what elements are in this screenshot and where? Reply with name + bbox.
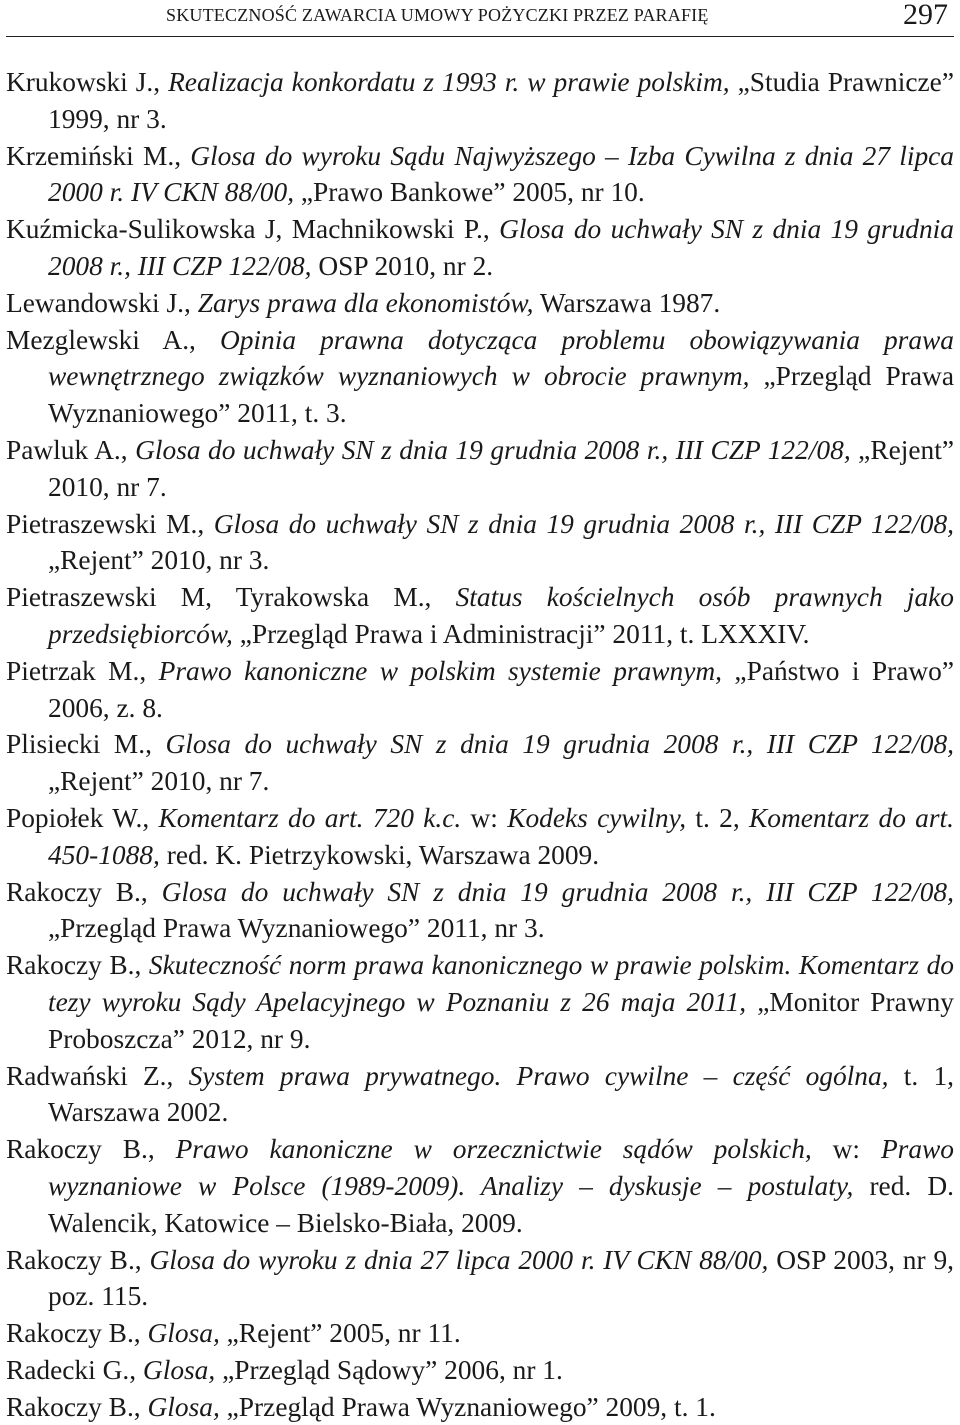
entry-text: t. 1, Warszawa 2002. (48, 1060, 954, 1128)
entry-text: Pietraszewski M, Tyrakowska M., (6, 582, 456, 613)
bibliography-entry (6, 579, 954, 653)
entry-title-italic: Glosa, (147, 1318, 220, 1349)
bibliography-entry (6, 726, 954, 800)
entry-text: Krukowski J., (6, 67, 169, 97)
entry-text: Plisiecki M., (6, 729, 166, 760)
entry-text: Pietraszewski M., (6, 508, 214, 539)
entry-text: „Monitor Prawny Proboszcza” 2012, nr 9. (48, 986, 954, 1054)
entry-title-italic: Prawo kanoniczne w orzecznictwie sądów polskich, (175, 1134, 812, 1165)
entry-text: „Rejent” 2010, nr 7. (48, 766, 270, 797)
entry-text: Krzemiński M., (6, 140, 191, 171)
entry-title-italic: Glosa do uchwały SN z dnia 19 grudnia 2008 r., III CZP 122/08, (48, 214, 954, 281)
entry-text: Lewandowski J., (6, 287, 198, 318)
entry-title-italic: Glosa do uchwały SN z dnia 19 grudnia 2008 r., III CZP 122/08, (135, 434, 851, 465)
entry-title-italic: Glosa do uchwały SN z dnia 19 grudnia 2008 r., III CZP 122/08, (213, 508, 954, 539)
bibliography-list (6, 64, 954, 1425)
bibliography-entry (6, 800, 954, 874)
entry-text: Rakoczy B., (6, 1318, 148, 1349)
bibliography-entry (6, 947, 954, 1057)
entry-text: „Studia Prawnicze” 1999, nr 3. (48, 67, 954, 134)
entry-text: „Przegląd Prawa i Administracji” 2011, t. LXXXIV. (232, 618, 810, 649)
entry-text: Rakoczy B., (6, 1134, 176, 1165)
bibliography-entry (6, 1242, 954, 1316)
entry-title-italic: Glosa do wyroku Sądu Najwyższego – Izba Cywilna z dnia 27 lipca 2000 r. IV CKN 88/00, (48, 140, 954, 208)
entry-text: OSP 2010, nr 2. (311, 250, 494, 281)
entry-text: „Przegląd Prawa Wyznaniowego” 2011, nr 3. (48, 913, 545, 944)
page-header (6, 0, 954, 37)
bibliography-entry (6, 1389, 954, 1425)
entry-title-italic: Status kościelnych osób prawnych jako przedsiębiorców, (48, 582, 954, 649)
entry-text: red. K. Pietrzykowski, Warszawa 2009. (159, 839, 600, 870)
entry-text: „Przegląd Prawa Wyznaniowego” 2011, t. 3. (48, 361, 955, 429)
entry-text: „Przegląd Sądowy” 2006, nr 1. (215, 1354, 563, 1385)
entry-title-italic: Prawo kanoniczne w polskim systemie prawnym, (158, 655, 723, 686)
entry-text: t. 2, (686, 802, 749, 833)
bibliography-entry (6, 285, 954, 322)
entry-text: OSP 2003, nr 9, poz. 115. (48, 1244, 954, 1312)
bibliography-entry (6, 1352, 954, 1389)
entry-title-italic: System prawa prywatnego. Prawo cywilne – część ogólna, (188, 1060, 889, 1091)
entry-text: „Rejent” 2005, nr 11. (219, 1318, 461, 1349)
entry-text: Rakoczy B., (6, 1244, 150, 1275)
entry-title-italic: Glosa do uchwały SN z dnia 19 grudnia 2008 r., III CZP 122/08, (161, 876, 954, 907)
entry-title-italic: Glosa do wyroku z dnia 27 lipca 2000 r. IV CKN 88/00, (149, 1244, 769, 1275)
page-number: 297 (903, 0, 948, 31)
entry-text: Rakoczy B., (6, 1391, 148, 1422)
entry-text: „Rejent” 2010, nr 3. (48, 545, 270, 576)
entry-title-italic: Prawo wyznaniowe w Polsce (1989-2009). Analizy – dyskusje – postulaty, (48, 1134, 954, 1201)
entry-title-italic: Zarys prawa dla ekonomistów, (197, 287, 534, 318)
bibliography-entry (6, 211, 954, 285)
entry-text: red. D. Walencik, Katowice – Bielsko-Biała, 2009. (48, 1170, 954, 1238)
bibliography-entry (6, 1315, 954, 1352)
entry-text: Radecki G., (6, 1354, 143, 1385)
bibliography-entry (6, 322, 954, 432)
bibliography-entry (6, 64, 954, 138)
entry-text: Rakoczy B., (6, 876, 162, 907)
entry-text: Popiołek W., (6, 802, 159, 833)
entry-text: Pawluk A., (6, 434, 136, 465)
entry-title-italic: Komentarz do art. 720 k.c. (158, 802, 462, 833)
entry-text: Warszawa 1987. (533, 287, 721, 318)
entry-text: Rakoczy B., (6, 950, 149, 981)
bibliography-entry (6, 138, 954, 212)
bibliography-entry (6, 874, 954, 948)
entry-text: „Przegląd Prawa Wyznaniowego” 2009, t. 1. (219, 1391, 716, 1422)
entry-title-italic: Realizacja konkordatu z 1993 r. w prawie polskim, (168, 67, 730, 97)
entry-text: „Prawo Bankowe” 2005, nr 10. (294, 177, 645, 208)
entry-text: w: (811, 1134, 881, 1165)
running-head: SKUTECZNOŚĆ ZAWARCIA UMOWY POŻYCZKI PRZEZ PARAFIĘ (166, 5, 709, 25)
entry-text: Mezglewski A., (6, 324, 220, 355)
entry-title-italic: Opinia prawna dotycząca problemu obowiązywania prawa wewnętrznego związków wyznaniowych w obrocie prawnym, (48, 324, 954, 392)
entry-text: w: (461, 802, 508, 833)
bibliography-entry (6, 653, 954, 727)
entry-text: „Państwo i Prawo” 2006, z. 8. (48, 655, 954, 723)
entry-title-italic: Glosa, (142, 1354, 216, 1385)
bibliography-entry (6, 506, 954, 580)
entry-title-italic: Kodeks cywilny, (507, 802, 687, 833)
entry-title-italic: Glosa do uchwały SN z dnia 19 grudnia 2008 r., III CZP 122/08, (165, 729, 954, 760)
entry-text: „Rejent” 2010, nr 7. (48, 434, 954, 502)
entry-title-italic: Glosa, (147, 1391, 220, 1422)
bibliography-entry (6, 432, 954, 506)
entry-text: Kuźmicka-Sulikowska J, Machnikowski P., (6, 214, 500, 245)
bibliography-entry (6, 1058, 954, 1132)
entry-text: Pietrzak M., (6, 655, 159, 686)
bibliography-entry (6, 1131, 954, 1241)
entry-title-italic: Skuteczność norm prawa kanonicznego w prawie polskim. Komentarz do tezy wyroku Sądy Apelacyjnego w Poznaniu z 26 maja 2011, (48, 950, 954, 1017)
entry-text: Radwański Z., (6, 1060, 189, 1091)
entry-title-italic: Komentarz do art. 450-1088, (48, 802, 954, 870)
